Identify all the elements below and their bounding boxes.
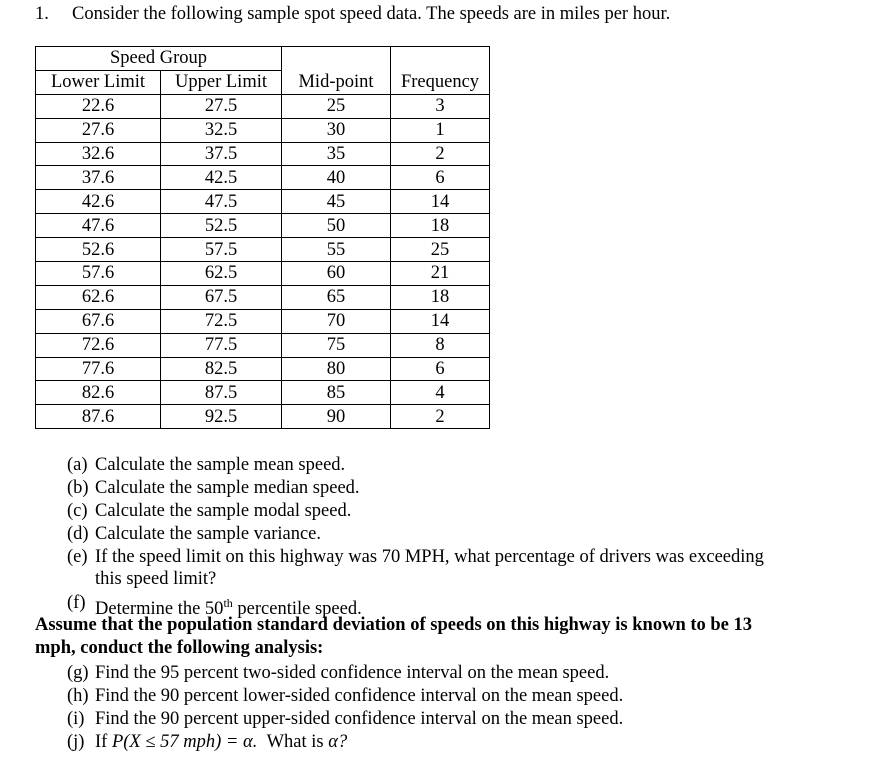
header-mid-point: Mid-point	[282, 70, 391, 94]
frequency-cell: 25	[391, 238, 490, 262]
list-item	[67, 500, 352, 522]
item-text	[95, 454, 345, 476]
list-item	[67, 662, 610, 684]
question-text: Consider the following sample spot speed data. The speeds are in miles per hour.	[72, 4, 671, 24]
frequency-cell: 8	[391, 333, 490, 357]
item-text	[95, 708, 623, 730]
table-row	[36, 309, 490, 333]
table-row	[36, 166, 490, 190]
lower-limit-cell: 47.6	[36, 214, 161, 238]
mid-point-cell: 70	[282, 309, 391, 333]
upper-limit-cell: 72.5	[161, 309, 282, 333]
table-row	[36, 214, 490, 238]
assumption-line1: Assume that the population standard deviation of speeds on this highway is known to be 13	[35, 615, 753, 635]
lower-limit-cell: 22.6	[36, 94, 161, 118]
table-row	[36, 333, 490, 357]
list-item	[67, 685, 624, 707]
item-label: (e)	[67, 547, 88, 567]
item-text-main: Determine the 50	[95, 599, 224, 620]
mid-point-cell: 75	[282, 333, 391, 357]
mid-point-cell: 65	[282, 285, 391, 309]
upper-limit-cell: 82.5	[161, 357, 282, 381]
table-row	[36, 357, 490, 381]
item-text-main: Calculate the sample mean speed.	[95, 455, 346, 475]
list-item	[67, 454, 346, 476]
frequency-cell: 6	[391, 166, 490, 190]
math-expression: P(X ≤ 57 mph) = α.	[111, 732, 258, 752]
table-row	[36, 94, 490, 118]
question-number: 1.	[35, 4, 49, 24]
list-item	[67, 477, 360, 499]
item-text-main: Calculate the sample median speed.	[95, 478, 360, 498]
header-frequency: Frequency	[391, 70, 490, 94]
table-row	[36, 238, 490, 262]
header-lower-limit: Lower Limit	[36, 70, 161, 94]
item-text-main: If the speed limit on this highway was 70 MPH, what percentage of drivers was exceeding	[95, 547, 764, 567]
item-text-main: Calculate the sample variance.	[95, 524, 322, 544]
frequency-cell: 3	[391, 94, 490, 118]
mid-point-cell: 80	[282, 357, 391, 381]
item-label: (i)	[67, 709, 85, 729]
frequency-cell: 18	[391, 214, 490, 238]
item-text	[95, 685, 623, 707]
frequency-cell: 4	[391, 381, 490, 405]
lower-limit-cell: 37.6	[36, 166, 161, 190]
mid-point-cell: 60	[282, 262, 391, 286]
lower-limit-cell: 72.6	[36, 333, 161, 357]
table-row	[36, 118, 490, 142]
item-text-main: Calculate the sample modal speed.	[95, 501, 352, 521]
lower-limit-cell: 67.6	[36, 309, 161, 333]
item-label: (f)	[67, 593, 86, 613]
upper-limit-cell: 57.5	[161, 238, 282, 262]
upper-limit-cell: 42.5	[161, 166, 282, 190]
upper-limit-cell: 32.5	[161, 118, 282, 142]
table-row	[36, 262, 490, 286]
item-text-post: What is	[257, 732, 329, 752]
assumption-line2: mph, conduct the following analysis:	[35, 638, 324, 658]
item-text	[95, 662, 609, 684]
item-text-continued: this speed limit?	[95, 569, 217, 589]
upper-limit-cell: 37.5	[161, 142, 282, 166]
list-item	[67, 523, 322, 545]
upper-limit-cell: 67.5	[161, 285, 282, 309]
speed-data-table	[35, 46, 490, 429]
frequency-cell: 21	[391, 262, 490, 286]
mid-point-cell: 25	[282, 94, 391, 118]
item-text	[95, 523, 321, 545]
lower-limit-cell: 32.6	[36, 142, 161, 166]
item-label: (c)	[67, 501, 88, 521]
mid-point-cell: 50	[282, 214, 391, 238]
lower-limit-cell: 82.6	[36, 381, 161, 405]
lower-limit-cell: 62.6	[36, 285, 161, 309]
frequency-cell: 14	[391, 190, 490, 214]
lower-limit-cell: 52.6	[36, 238, 161, 262]
item-text	[95, 731, 347, 753]
mid-point-cell: 85	[282, 381, 391, 405]
list-item	[67, 546, 764, 568]
item-text-after: percentile speed.	[232, 599, 362, 620]
frequency-cell: 1	[391, 118, 490, 142]
upper-limit-cell: 52.5	[161, 214, 282, 238]
mid-point-cell: 30	[282, 118, 391, 142]
item-text-main: Find the 95 percent two-sided confidence interval on the mean speed.	[95, 663, 610, 683]
superscript: th	[223, 596, 233, 610]
list-item	[67, 708, 624, 730]
table-row	[36, 405, 490, 429]
frequency-cell: 14	[391, 309, 490, 333]
upper-limit-cell: 27.5	[161, 94, 282, 118]
lower-limit-cell: 42.6	[36, 190, 161, 214]
list-item	[67, 592, 362, 620]
table-row	[36, 285, 490, 309]
item-label: (b)	[67, 478, 89, 498]
item-label: (j)	[67, 732, 85, 752]
table-row	[36, 381, 490, 405]
table-row	[36, 190, 490, 214]
mid-point-cell: 35	[282, 142, 391, 166]
mid-point-cell: 90	[282, 405, 391, 429]
item-text-main: Find the 90 percent upper-sided confidence interval on the mean speed.	[95, 709, 624, 729]
upper-limit-cell: 92.5	[161, 405, 282, 429]
upper-limit-cell: 87.5	[161, 381, 282, 405]
item-text-pre: If	[95, 732, 112, 752]
frequency-cell: 2	[391, 142, 490, 166]
lower-limit-cell: 77.6	[36, 357, 161, 381]
mid-point-cell: 40	[282, 166, 391, 190]
header-upper-limit: Upper Limit	[161, 70, 282, 94]
frequency-cell: 18	[391, 285, 490, 309]
item-label: (d)	[67, 524, 89, 544]
frequency-cell: 6	[391, 357, 490, 381]
item-text	[95, 546, 764, 568]
table-row	[36, 142, 490, 166]
item-text	[95, 477, 360, 499]
item-label: (a)	[67, 455, 88, 475]
group-header: Speed Group	[36, 47, 282, 71]
item-label: (g)	[67, 663, 89, 683]
mid-point-cell: 45	[282, 190, 391, 214]
upper-limit-cell: 77.5	[161, 333, 282, 357]
lower-limit-cell: 57.6	[36, 262, 161, 286]
item-text-main: Find the 90 percent lower-sided confidence interval on the mean speed.	[95, 686, 624, 706]
item-text	[95, 500, 351, 522]
lower-limit-cell: 27.6	[36, 118, 161, 142]
mid-point-cell: 55	[282, 238, 391, 262]
lower-limit-cell: 87.6	[36, 405, 161, 429]
math-alpha: α?	[328, 732, 348, 752]
list-item	[67, 731, 348, 753]
upper-limit-cell: 62.5	[161, 262, 282, 286]
upper-limit-cell: 47.5	[161, 190, 282, 214]
frequency-cell: 2	[391, 405, 490, 429]
item-label: (h)	[67, 686, 89, 706]
